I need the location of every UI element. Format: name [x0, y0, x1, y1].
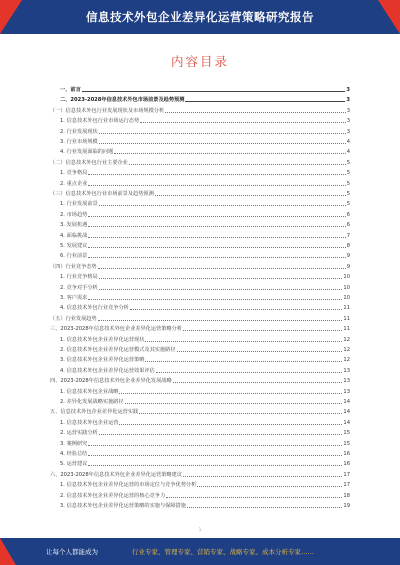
toc-entry-page: 9: [346, 253, 350, 260]
toc-entry[interactable]: [36, 190, 350, 198]
toc-entry-title: 2. 信息技术外包企业差异化运营模式及其实施路径: [60, 347, 176, 353]
toc-leader-dots: [119, 424, 342, 425]
toc-entry-page: 12: [343, 357, 350, 364]
toc-entry-title: 2. 竞争对手分析: [60, 284, 98, 291]
toc-entry-title: 六、2023-2028年信息技术外包企业差异化运营策略建议: [50, 471, 183, 478]
toc-leader-dots: [145, 361, 342, 362]
toc-entry[interactable]: [36, 377, 350, 385]
toc-entry[interactable]: [36, 492, 350, 500]
toc-entry[interactable]: [36, 367, 350, 375]
toc-entry-title: 1. 信息技术外包企业战略: [60, 388, 119, 395]
toc-entry-page: 17: [343, 482, 350, 489]
toc-entry-title: （二）信息技术外包行业主要企业: [50, 159, 128, 166]
toc-entry[interactable]: [36, 232, 350, 240]
toc-entry[interactable]: [36, 336, 350, 344]
toc-entry[interactable]: [36, 325, 350, 333]
toc-entry[interactable]: [36, 346, 350, 354]
toc-entry-page: 13: [343, 367, 350, 374]
toc-entry[interactable]: [36, 471, 350, 479]
toc-entry-title: 2. 信息技术外包企业差异化运营的核心竞争力: [60, 492, 166, 499]
toc-leader-dots: [88, 257, 345, 258]
toc-entry-page: 15: [343, 430, 350, 437]
toc-entry[interactable]: [36, 419, 350, 427]
toc-leader-dots: [88, 445, 342, 446]
toc-entry-page: 3: [346, 107, 350, 114]
toc-entry-page: 5: [346, 170, 350, 177]
toc-leader-dots: [166, 497, 342, 498]
toc-leader-dots: [114, 153, 345, 154]
toc-entry[interactable]: [36, 481, 350, 489]
toc-entry[interactable]: [36, 96, 350, 104]
report-title: 信息技术外包企业差异化运营策略研究报告: [86, 10, 314, 24]
toc-entry-title: 2. 重点企业: [60, 180, 88, 187]
toc-entry[interactable]: [36, 128, 350, 136]
toc-entry[interactable]: [36, 408, 350, 416]
toc-leader-dots: [165, 112, 346, 113]
toc-entry-title: 3. 信息技术外包企业差异化运营策略: [60, 357, 145, 364]
toc-entry[interactable]: [36, 263, 350, 271]
toc-entry[interactable]: [36, 117, 350, 125]
toc-entry-title: 2. 行业发展现状: [60, 128, 98, 135]
toc-entry-title: 3. 案例研究: [60, 440, 88, 447]
toc-leader-dots: [99, 205, 346, 206]
toc-leader-dots: [173, 382, 343, 383]
toc-leader-dots: [88, 226, 345, 227]
toc-entry[interactable]: [36, 284, 350, 292]
toc-entry-title: 3. 行业市场规模: [60, 139, 98, 145]
toc-entry-title: 2. 差异化发展战略实施路径: [60, 399, 124, 405]
toc-entry-page: 19: [343, 503, 350, 509]
toc-entry-page: 10: [343, 295, 350, 301]
toc-entry-title: （一）信息技术外包行业发展现状及市场规模分析: [50, 107, 165, 114]
toc-entry[interactable]: [36, 86, 350, 94]
toc-heading: 内容目录: [170, 54, 229, 69]
toc-leader-dots: [88, 185, 345, 186]
footer-slogan-right: 行业专家、管理专家、营销专家、战略专家、成本分析专家……: [132, 548, 314, 556]
toc-entry-title: 5. 运营建议: [60, 461, 88, 468]
toc-entry[interactable]: [36, 460, 350, 468]
report-header: [0, 0, 400, 34]
toc-entry-page: 4: [346, 139, 350, 145]
page-number: 1: [198, 527, 202, 532]
toc-entry-page: 3: [346, 118, 350, 125]
toc-leader-dots: [99, 133, 346, 134]
toc-entry-title: 1. 竞争格局: [60, 170, 88, 177]
toc-entry-page: 5: [346, 180, 350, 187]
toc-entry[interactable]: [36, 148, 350, 156]
toc-entry[interactable]: [36, 294, 350, 302]
toc-leader-dots: [82, 91, 346, 92]
toc-entry-page: 5: [346, 159, 350, 166]
toc-leader-dots: [125, 403, 343, 404]
toc-entry-page: 13: [343, 378, 350, 385]
toc-entry-title: 1. 行业竞争格局: [60, 274, 98, 281]
toc-entry-title: 2. 市场趋势: [60, 211, 88, 218]
toc-leader-dots: [98, 320, 343, 321]
toc-entry-page: 16: [343, 451, 350, 457]
toc-entry-page: 10: [343, 274, 350, 281]
toc-entry-page: 3: [346, 87, 350, 93]
toc-entry[interactable]: [36, 107, 350, 115]
toc-leader-dots: [88, 247, 345, 248]
toc-entry-title: 5. 发展建议: [60, 243, 88, 249]
toc-leader-dots: [155, 195, 346, 196]
toc-entry-title: （三）信息技术外包行业市场前景及趋势预测: [50, 191, 154, 197]
toc-leader-dots: [99, 143, 346, 144]
toc-entry-page: 15: [343, 440, 350, 447]
toc-entry-page: 3: [346, 128, 350, 135]
toc-entry-title: 五、信息技术外包企业差异化运营实践: [50, 409, 139, 416]
toc-leader-dots: [99, 289, 343, 290]
footer-accent: [0, 538, 16, 565]
toc-entry-title: 4. 行业发展面临的问题: [60, 149, 114, 156]
toc-entry-page: 14: [343, 399, 350, 405]
toc-entry-page: 8: [346, 243, 350, 249]
toc-entry-page: 5: [346, 201, 350, 208]
toc-entry-title: 2. 运营实践分析: [60, 430, 98, 437]
toc-entry-page: 7: [346, 232, 350, 239]
toc-leader-dots: [130, 309, 343, 310]
footer-bar: [0, 538, 400, 565]
toc-leader-dots: [88, 174, 345, 175]
toc-entry-page: 14: [343, 409, 350, 416]
toc-entry-title: （五）行业发展趋势: [50, 315, 97, 322]
toc-entry-title: 一、前言: [60, 87, 81, 93]
toc-entry-title: 3. 发展机遇: [60, 222, 88, 229]
toc-entry-page: 6: [346, 222, 350, 229]
toc-entry-page: 6: [346, 211, 350, 218]
toc-entry-page: 4: [346, 149, 350, 156]
toc-entry-title: 二、2023-2028年信息技术外包市场前景及趋势预测: [60, 97, 185, 104]
toc-entry[interactable]: [36, 388, 350, 396]
toc-leader-dots: [177, 351, 343, 352]
toc-entry-page: 9: [346, 263, 350, 270]
toc-entry-title: 1. 信息技术外包企业运营: [60, 419, 119, 426]
toc-entry[interactable]: [36, 315, 350, 323]
toc-leader-dots: [183, 476, 342, 477]
toc-leader-dots: [145, 341, 342, 342]
toc-entry[interactable]: [36, 252, 350, 260]
toc-entry-page: 18: [343, 492, 350, 499]
toc-leader-dots: [99, 278, 343, 279]
toc-entry-title: 4. 信息技术外包企业差异化运营效果评估: [60, 367, 155, 374]
toc-entry[interactable]: [36, 440, 350, 448]
toc-entry-page: 14: [343, 419, 350, 426]
toc-entry-title: 三、2023-2028年信息技术外包企业差异化运营策略分析: [50, 326, 183, 333]
toc-entry[interactable]: [36, 159, 350, 167]
toc-entry-title: 1. 信息技术外包企业差异化运营的市场定位与竞争优势分析: [60, 482, 197, 489]
toc-leader-dots: [98, 268, 346, 269]
toc-leader-dots: [88, 216, 345, 217]
toc-leader-dots: [185, 101, 345, 102]
toc-entry-page: 10: [343, 284, 350, 291]
toc-entry[interactable]: [36, 502, 350, 510]
toc-entry[interactable]: [36, 429, 350, 437]
toc-leader-dots: [187, 507, 342, 508]
toc-entry[interactable]: [36, 211, 350, 219]
toc-entry[interactable]: [36, 304, 350, 312]
header-right-accent: [378, 0, 400, 34]
toc-entry-title: 3. 客户需求: [60, 295, 88, 301]
toc-leader-dots: [139, 413, 342, 414]
toc-entry[interactable]: [36, 356, 350, 364]
toc-entry-page: 5: [346, 191, 350, 197]
toc-entry-title: 四、2023-2028年信息技术外包企业差异化发展战略: [50, 378, 172, 385]
toc-leader-dots: [129, 164, 346, 165]
toc-entry[interactable]: [36, 221, 350, 229]
toc-entry[interactable]: [36, 242, 350, 250]
toc-entry-page: 13: [343, 388, 350, 395]
toc-entry-title: 1. 信息技术外包行业市场运行态势: [60, 118, 140, 125]
toc-leader-dots: [197, 486, 342, 487]
toc-leader-dots: [140, 122, 345, 123]
toc-entry-page: 12: [343, 347, 350, 353]
toc-entry-page: 17: [343, 471, 350, 478]
table-of-contents: [36, 84, 350, 524]
toc-entry-page: 11: [343, 305, 350, 312]
toc-leader-dots: [88, 299, 342, 300]
toc-entry-title: 3. 信息技术外包企业差异化运营策略的实施与保障措施: [60, 503, 186, 509]
toc-entry[interactable]: [36, 200, 350, 208]
toc-leader-dots: [88, 465, 342, 466]
footer-slogan-left: 让每个人都能成为: [46, 548, 98, 556]
toc-entry-title: 4. 面临挑战: [60, 232, 88, 239]
toc-entry[interactable]: [36, 273, 350, 281]
toc-entry-page: 16: [343, 461, 350, 468]
toc-entry-title: 1. 行业发展前景: [60, 201, 98, 208]
toc-leader-dots: [88, 237, 345, 238]
toc-entry-title: 1. 信息技术外包企业差异化运营现状: [60, 336, 145, 343]
toc-entry[interactable]: [36, 169, 350, 177]
toc-entry[interactable]: [36, 398, 350, 406]
toc-entry-title: 4. 经验总结: [60, 451, 88, 457]
toc-entry[interactable]: [36, 180, 350, 188]
toc-entry-page: 11: [343, 315, 350, 322]
toc-leader-dots: [183, 330, 342, 331]
toc-entry-title: （四）行业竞争态势: [50, 263, 97, 270]
toc-leader-dots: [99, 434, 343, 435]
toc-entry[interactable]: [36, 138, 350, 146]
toc-entry-page: 11: [343, 326, 350, 333]
toc-leader-dots: [119, 393, 342, 394]
toc-entry-page: 12: [343, 336, 350, 343]
toc-leader-dots: [88, 455, 342, 456]
toc-entry-page: 3: [346, 97, 350, 104]
toc-entry[interactable]: [36, 450, 350, 458]
toc-entry-title: 4. 信息技术外包行业竞争分析: [60, 305, 129, 312]
toc-leader-dots: [156, 372, 343, 373]
toc-entry-title: 6. 行业前景: [60, 253, 88, 260]
